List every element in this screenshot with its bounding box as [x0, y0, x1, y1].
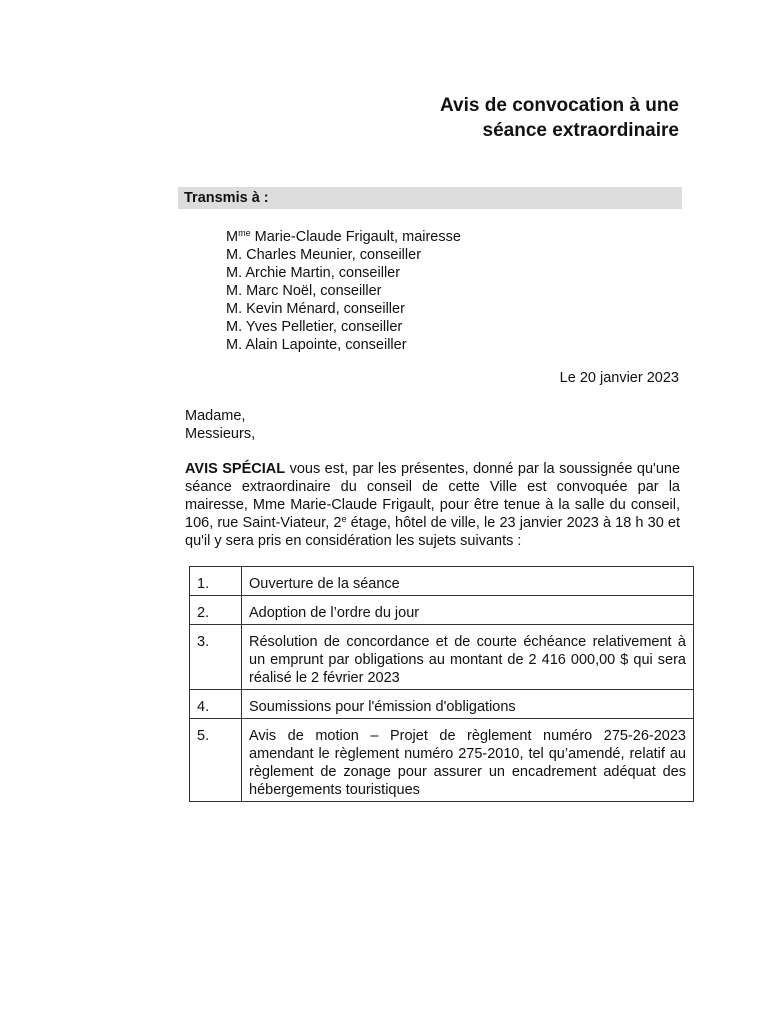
- table-row: [190, 719, 694, 802]
- notice-paragraph: AVIS SPÉCIAL vous est, par les présentes, donné par la soussignée qu'une séance extraordinaire du conseil de cette Ville est convoquée par la mairesse, Mme Marie-Claude Frigault, pour être tenue à la salle du conseil, 106, rue Saint-Viateur, 2e étage, hôtel de ville, le 23 janvier 2023 à 18 h 30 et qu'il y sera pris en considération les sujets suivants :: [185, 461, 681, 549]
- recipient-list: [226, 228, 461, 354]
- letter-date: Le 20 janvier 2023: [559, 370, 679, 386]
- title-line-2: séance extraordinaire: [482, 120, 679, 141]
- recipient-item: M. Archie Martin, conseiller: [226, 265, 401, 281]
- salutation: [185, 407, 255, 443]
- agenda-number: 4.: [190, 690, 242, 719]
- table-row: [190, 690, 694, 719]
- recipient-item: M. Yves Pelletier, conseiller: [226, 319, 403, 335]
- agenda-number: 3.: [190, 625, 242, 690]
- recipient-item: $M^{me}$ Marie-Claude Frigault, mairesse: [226, 228, 461, 245]
- transmis-section-bar: [178, 187, 682, 209]
- document-title: [440, 93, 679, 143]
- agenda-table: [189, 566, 694, 802]
- agenda-item: Avis de motion – Projet de règlement numéro 275-26-2023 amendant le règlement numéro 275-2010, tel qu’amendé, relatif au règlement de zonage pour assurer un encadrement adéquat des hébergements touristiques: [242, 719, 694, 802]
- agenda-number: 1.: [190, 567, 242, 596]
- agenda-item: Résolution de concordance et de courte échéance relativement à un emprunt par obligations au montant de 2 416 000,00 $ qui sera réalisé le 2 février 2023: [242, 625, 694, 690]
- recipient-item: M. Charles Meunier, conseiller: [226, 247, 422, 263]
- section-heading: Transmis à :: [184, 190, 269, 206]
- agenda-item: Ouverture de la séance: [242, 567, 694, 596]
- title-line-1: Avis de convocation à une: [440, 95, 679, 116]
- notice-bold-lead: AVIS SPÉCIAL: [185, 461, 286, 477]
- agenda-item: Soumissions pour l'émission d'obligations: [242, 690, 694, 719]
- salutation-line: Messieurs,: [185, 426, 256, 442]
- agenda-number: 5.: [190, 719, 242, 802]
- table-row: [190, 625, 694, 690]
- agenda-number: 2.: [190, 596, 242, 625]
- agenda-item: Adoption de l’ordre du jour: [242, 596, 694, 625]
- recipient-item: M. Kevin Ménard, conseiller: [226, 301, 405, 317]
- recipient-item: M. Marc Noël, conseiller: [226, 283, 382, 299]
- salutation-line: Madame,: [185, 408, 246, 424]
- recipient-item: M. Alain Lapointe, conseiller: [226, 337, 407, 353]
- table-row: [190, 567, 694, 596]
- table-row: [190, 596, 694, 625]
